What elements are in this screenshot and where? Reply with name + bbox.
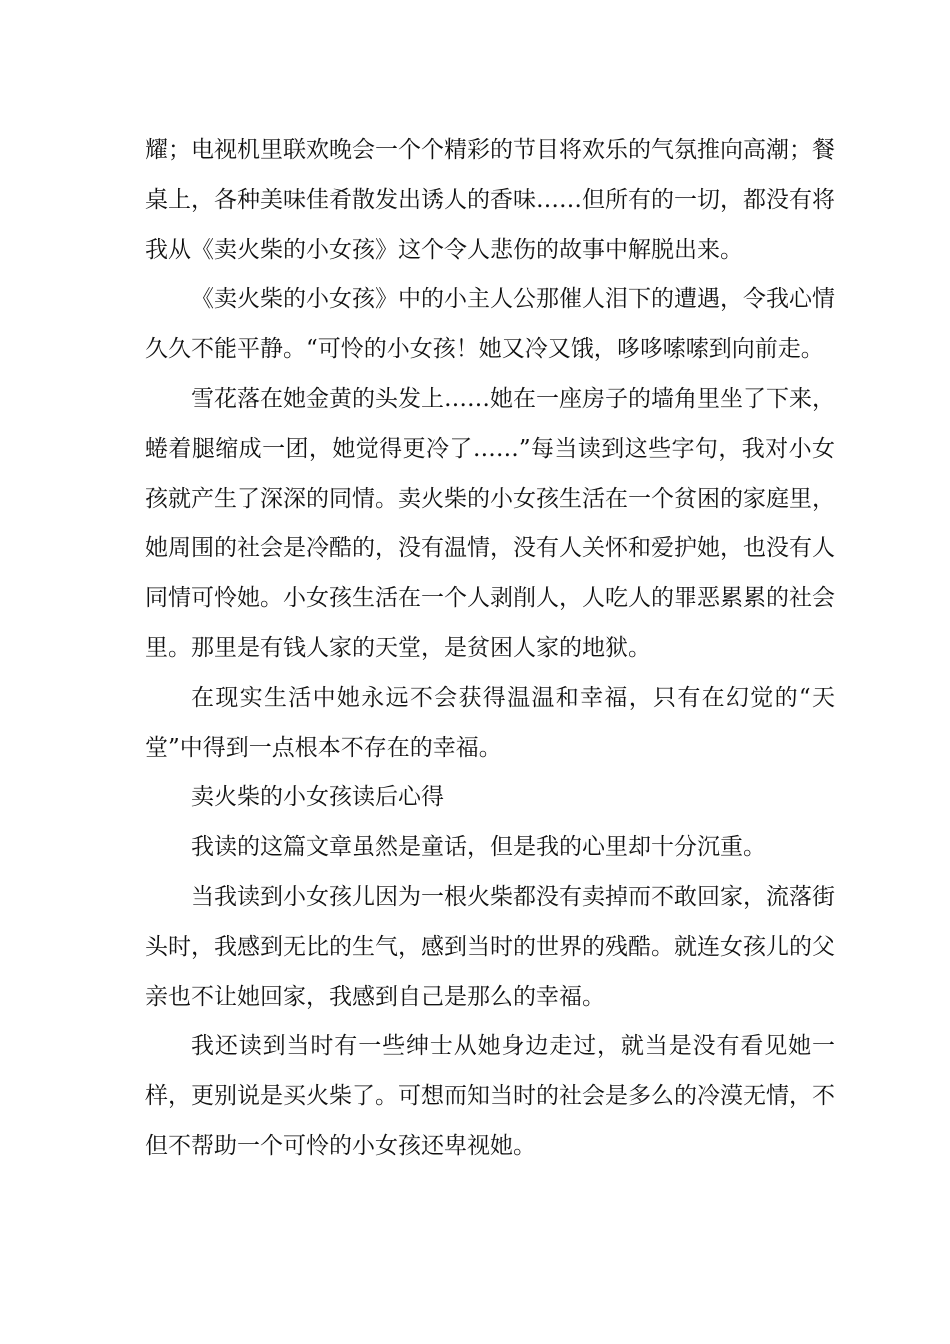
paragraph: 《卖火柴的小女孩》中的小主人公那催人泪下的遭遇，令我心情久久不能平静。“可怜的小女孩！她又冷又饿，哆哆嗦嗦到向前走。	[145, 286, 835, 363]
section-heading: 卖火柴的小女孩读后心得	[191, 784, 444, 811]
paragraph: 雪花落在她金黄的头发上……她在一座房子的墙角里坐了下来，蜷着腿缩成一团，她觉得更冷了……”每当读到这些字句，我对小女孩就产生了深深的同情。卖火柴的小女孩生活在一个贫困的家庭里，她周围的社会是冷酷的，没有温情，没有人关怀和爱护她，也没有人同情可怜她。小女孩生活在一个人剥削人，人吃人的罪恶累累的社会里。那里是有钱人家的天堂，是贫困人家的地狱。	[145, 385, 835, 661]
paragraph: 当我读到小女孩儿因为一根火柴都没有卖掉而不敢回家，流落街头时，我感到无比的生气，感到当时的世界的残酷。就连女孩儿的父亲也不让她回家，我感到自己是那么的幸福。	[145, 883, 835, 1010]
paragraph: 我读的这篇文章虽然是童话，但是我的心里却十分沉重。	[191, 834, 766, 861]
document-body	[145, 126, 835, 1172]
paragraph: 我还读到当时有一些绅士从她身边走过，就当是没有看见她一样，更别说是买火柴了。可想而知当时的社会是多么的冷漠无情，不但不帮助一个可怜的小女孩还卑视她。	[145, 1033, 835, 1159]
paragraph: 在现实生活中她永远不会获得温温和幸福，只有在幻觉的“天堂”中得到一点根本不存在的幸福。	[145, 684, 835, 761]
paragraph-continuation: 耀；电视机里联欢晚会一个个精彩的节目将欢乐的气氛推向高潮；餐桌上，各种美味佳肴散发出诱人的香味……但所有的一切，都没有将我从《卖火柴的小女孩》这个令人悲伤的故事中解脱出来。	[145, 137, 835, 263]
